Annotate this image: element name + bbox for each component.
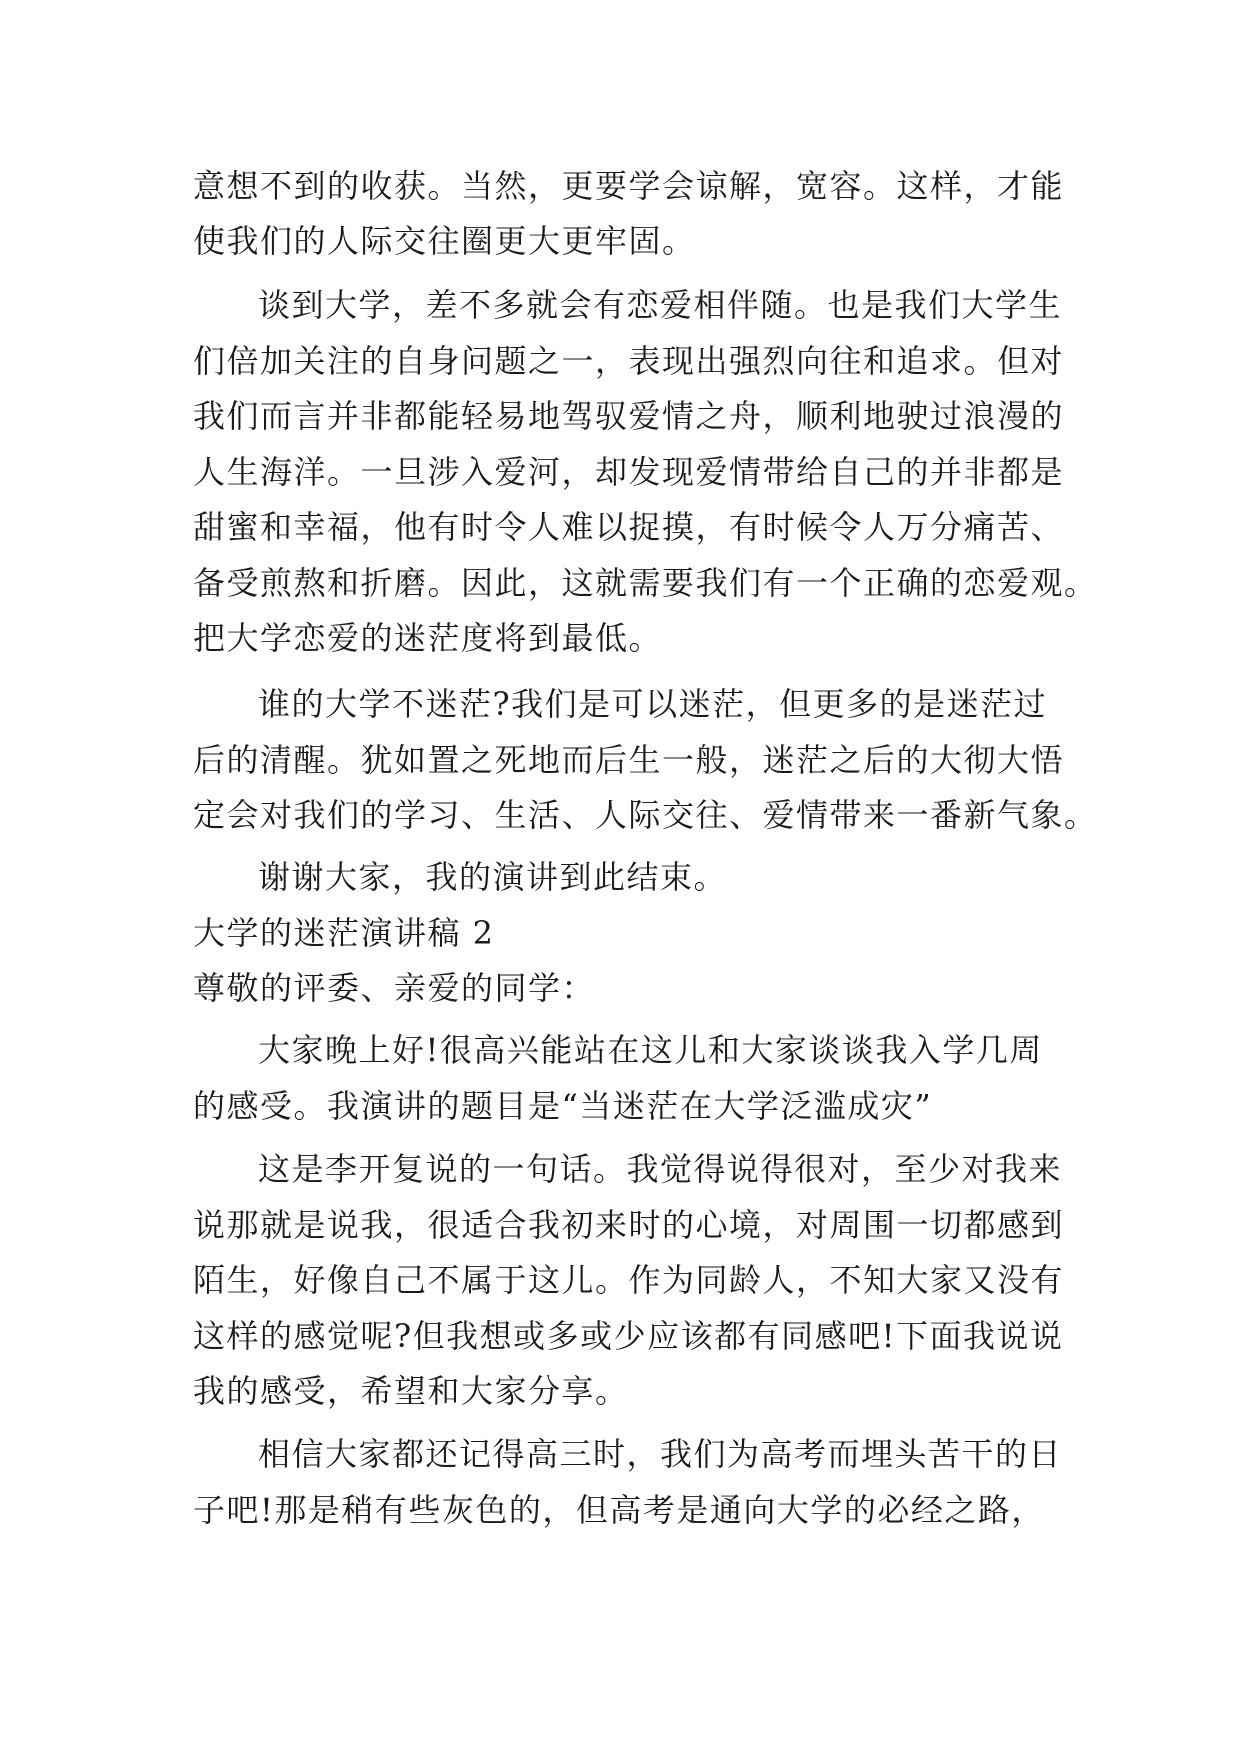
text-line: 说那就是说我，很适合我初来时的心境，对周围一切都感到 [193,1206,1065,1244]
text-line: 使我们的人际交往圈更大更牢固。 [193,222,696,260]
text-line: 我们而言并非都能轻易地驾驭爱情之舟，顺利地驶过浪漫的 [193,397,1065,435]
text-line: 备受煎熬和折磨。因此，这就需要我们有一个正确的恋爱观。 [193,564,1098,602]
text-line: 甜蜜和幸福，他有时令人难以捉摸，有时候令人万分痛苦、 [193,508,1065,546]
text-line: 们倍加关注的自身问题之一，表现出强烈向往和追求。但对 [193,342,1065,380]
text-line: 子吧!那是稍有些灰色的，但高考是通向大学的必经之路， [193,1491,1045,1529]
text-line: 意想不到的收获。当然，更要学会谅解，宽容。这样，才能 [193,167,1065,205]
text-line: 陌生，好像自己不属于这儿。作为同龄人，不知大家又没有 [193,1261,1065,1299]
text-line: 后的清醒。犹如置之死地而后生一般，迷茫之后的大彻大悟 [193,741,1065,779]
salutation: 尊敬的评委、亲爱的同学： [193,969,596,1007]
paragraph-first-line: 谁的大学不迷茫?我们是可以迷茫，但更多的是迷茫过 [258,685,1048,723]
text-line: 我的感受，希望和大家分享。 [193,1372,629,1410]
text-line: 把大学恋爱的迷茫度将到最低。 [193,619,663,657]
text-line: 这样的感觉呢?但我想或多或少应该都有同感吧!下面我说说 [193,1317,1064,1355]
text-line: 人生海洋。一旦涉入爱河，却发现爱情带给自己的并非都是 [193,453,1065,491]
paragraph-first-line: 谈到大学，差不多就会有恋爱相伴随。也是我们大学生 [258,286,1063,324]
paragraph-first-line: 相信大家都还记得高三时，我们为高考而埋头苦干的日 [258,1435,1063,1473]
paragraph-first-line: 谢谢大家，我的演讲到此结束。 [258,858,728,896]
paragraph-first-line: 大家晚上好!很高兴能站在这儿和大家谈谈我入学几周 [258,1031,1043,1069]
text-line: 定会对我们的学习、生活、人际交往、爱情带来一番新气象。 [193,796,1098,834]
section-heading: 大学的迷茫演讲稿 2 [193,914,495,952]
paragraph-first-line: 这是李开复说的一句话。我觉得说得很对，至少对我来 [258,1150,1063,1188]
text-line: 的感受。我演讲的题目是“当迷茫在大学泛滥成灾” [193,1087,933,1125]
